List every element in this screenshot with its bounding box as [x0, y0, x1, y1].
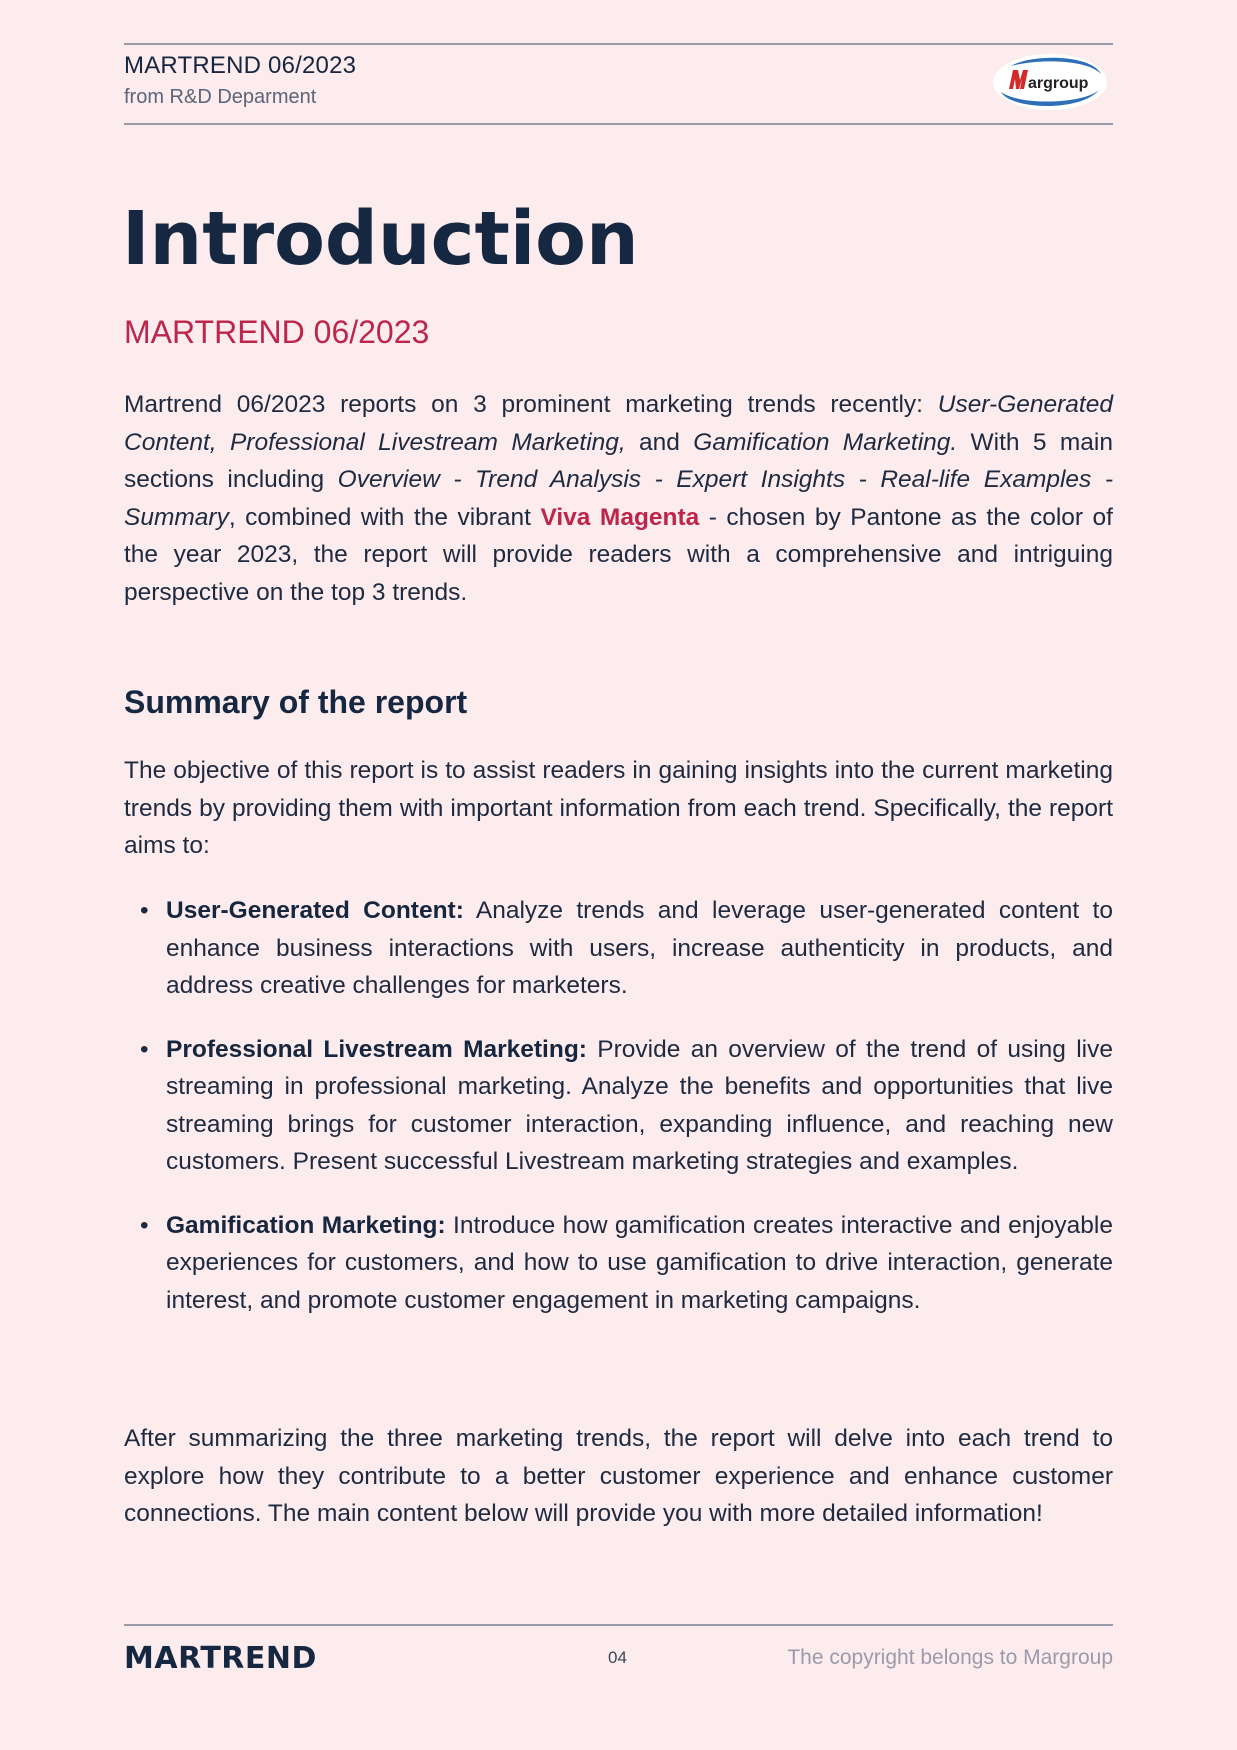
- header-subtitle: from R&D Deparment: [124, 86, 317, 108]
- intro-paragraph: [124, 386, 1113, 611]
- intro-text: With 5 main sections including: [124, 428, 1113, 493]
- bullet-icon: •: [140, 1035, 149, 1063]
- viva-magenta-highlight: Viva Magenta: [540, 503, 700, 531]
- aim-label: Professional Livestream Marketing:: [166, 1035, 587, 1063]
- aim-text: Provide an overview of the trend of using live streaming in professional marketing. Analyze the benefits and opportunities that live streaming brings for customer interaction, expanding influence, and reaching new customers. Present successful Livestream marketing strategies and examples.: [166, 1035, 1114, 1175]
- aims-list: [124, 892, 1113, 1345]
- footer-rule: [124, 1624, 1113, 1626]
- list-item: [124, 1031, 1113, 1181]
- aim-text: Introduce how gamification creates interactive and enjoyable experiences for customers, and how to use gamification to drive interaction, generate interest, and promote customer engagement in marketing campaigns.: [166, 1211, 1113, 1314]
- margroup-logo-icon: [991, 52, 1109, 112]
- page-subtitle: MARTREND 06/2023: [124, 314, 430, 350]
- aim-text: Analyze trends and leverage user-generated content to enhance business interactions with users, increase authenticity in products, and address creative challenges for marketers.: [166, 897, 1113, 999]
- objective-paragraph: The objective of this report is to assist readers in gaining insights into the current marketing trends by providing them with important information from each trend. Specifically, the report aims to:: [124, 757, 1113, 859]
- logo-text: argroup: [1028, 75, 1089, 92]
- list-item: [124, 892, 1113, 1005]
- header-top-rule: [124, 43, 1113, 45]
- aim-label: User-Generated Content:: [166, 897, 464, 924]
- document-page: [124, 0, 1113, 1750]
- intro-text: - chosen by Pantone as the color of the year 2023, the report will provide readers with a comprehensive and intriguing perspective on the top 3 trends.: [124, 503, 1113, 606]
- bullet-icon: •: [140, 897, 149, 924]
- intro-text: , combined with the vibrant: [228, 503, 541, 531]
- page-title: Introduction: [122, 196, 639, 282]
- page-number: 04: [608, 1648, 627, 1667]
- intro-text: Martrend 06/2023 reports on 3 prominent marketing trends recently:: [124, 391, 938, 418]
- header-title: MARTREND 06/2023: [124, 52, 357, 79]
- intro-text: and: [625, 428, 694, 456]
- footer-copyright: The copyright belongs to Margroup: [787, 1646, 1113, 1669]
- header-bottom-rule: [124, 123, 1113, 125]
- summary-heading: Summary of the report: [124, 684, 468, 720]
- list-item: [124, 1207, 1113, 1320]
- bullet-icon: •: [140, 1211, 149, 1239]
- intro-trend-italic: Gamification Marketing.: [693, 428, 958, 456]
- intro-trends-italic: User-Generated Content, Professional Livestream Marketing,: [124, 391, 1113, 456]
- intro-sections-italic: Overview - Trend Analysis - Expert Insights - Real-life Examples - Summary: [124, 466, 1113, 531]
- closing-paragraph: After summarizing the three marketing trends, the report will delve into each trend to explore how they contribute to a better customer experience and enhance customer connections. The main content below will provide you with more detailed information!: [124, 1425, 1113, 1527]
- aim-label: Gamification Marketing:: [166, 1211, 446, 1239]
- footer-brand: MARTREND: [124, 1641, 317, 1676]
